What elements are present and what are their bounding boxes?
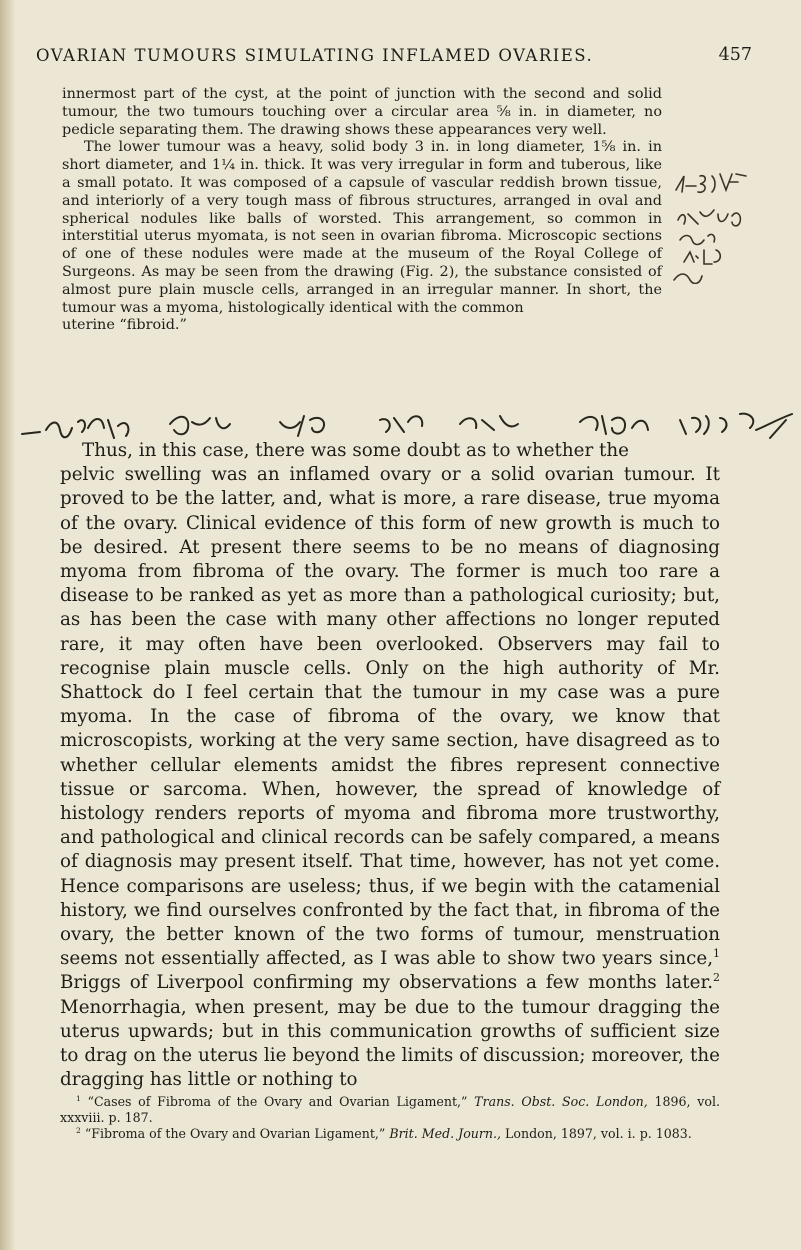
body-text-small [62,86,662,335]
running-head-title: OVARIAN TUMOURS SIMULATING INFLAMED OVARIES. [36,46,594,65]
paragraph-3 [60,463,720,1092]
paragraph-3-end: Menorrhagia, when present, may be due to the tumour dragging the uterus upwards; but in this communication growths of sufficient size to drag on the uterus lie beyond the limits of discussion; moreover, the dragging has little or nothing to [60,996,720,1091]
handwritten-margin-note [670,168,798,284]
footnote-2-marker: 2 [76,1125,81,1135]
footnote-2 [60,1126,720,1142]
page-number: 457 [718,45,752,65]
footnote-1-title: “Cases of Fibroma of the Ovary and Ovarian Ligament,” [80,1094,475,1109]
body-text-large [60,439,720,1092]
footnote-ref-2[interactable]: 2 [713,971,720,985]
paragraph-3-middle: Briggs of Liverpool confirming my observations a few months later. [60,972,714,994]
paragraph-3-first-line: Thus, in this case, there was some doubt as to whether the [82,440,629,461]
page-binding-shadow [0,0,16,1250]
paragraph-2-last-line: uterine “fibroid.” [62,317,187,334]
footnote-2-citation: London, 1897, vol. i. p. 1083. [501,1126,692,1141]
running-head [36,46,752,72]
paragraph-2: The lower tumour was a heavy, solid body 3 in. in long diameter, 1⅝ in. in short diameter, and 1¼ in. thick. It was very irregular in form and tuberous, like a small potato. It was composed of a capsule of vascular reddish brown tissue, and interiorly of a very tough mass of fibrous structures, arranged in oval and spherical nodules like balls of worsted. This arrangement, so common in interstitial uterus myomata, is not seen in ovarian fibroma. Microscopic sections of one of these nodules were made at the museum of the Royal College of Surgeons. As may be seen from the drawing (Fig. 2), the substance consisted of almost pure plain muscle cells, arranged in an irregular manner. In short, the tumour was a myoma, histologically identical with the common [62,139,662,316]
paragraph-1: innermost part of the cyst, at the point of junction with the second and solid tumour, the two tumours touching over a circular area ⅝ in. in diameter, no pedicle separating them. The drawing shows these appearances very well. [62,86,662,138]
paragraph-3-body: pelvic swelling was an inflamed ovary or a solid ovarian tumour. It proved to be the latter, and, what is more, a rare disease, true myoma of the ovary. Clinical evidence of this form of new growth is much to be desired. At present there seems to be no means of diagnosing myoma from fibroma of the ovary. The former is much too rare a disease to be ranked as yet as more than a pathological curiosity; but, as has been the case with many other affections no longer reputed rare, it may often have been overlooked. Observers may fail to recognise plain muscle cells. Only on the high authority of Mr. Shattock do I feel certain that the tumour in my case was a pure myoma. In the case of fibroma of the ovary, we know that microscopists, working at the very same section, have disagreed as to whether cellular elements amidst the fibres represent connective tissue or sarcoma. When, however, the spread of knowledge of histology renders reports of myoma and fibroma more trustworthy, and pathological and clinical records can be safely compared, a means of diagnosis may present itself. That time, however, has not yet come. Hence comparisons are useless; thus, if we begin with the catamenial history, we find ourselves confronted by the fact that, in fibroma of the ovary, the better known of the two forms of tumour, menstruation seems not essentially affected, as I was able to show two years since, [60,464,720,970]
footnote-2-title: “Fibroma of the Ovary and Ovarian Ligament,” [80,1126,390,1141]
footnote-1-marker: 1 [76,1093,81,1103]
footnote-2-journal: Brit. Med. Journ., [389,1126,502,1141]
footnote-ref-1[interactable]: 1 [713,947,720,961]
footnote-1-citation: 1896, vol. xxxviii. p. 187. [60,1094,720,1125]
footnote-1 [60,1094,720,1126]
footnotes [60,1094,720,1142]
footnote-1-journal: Trans. Obst. Soc. London, [474,1094,648,1109]
